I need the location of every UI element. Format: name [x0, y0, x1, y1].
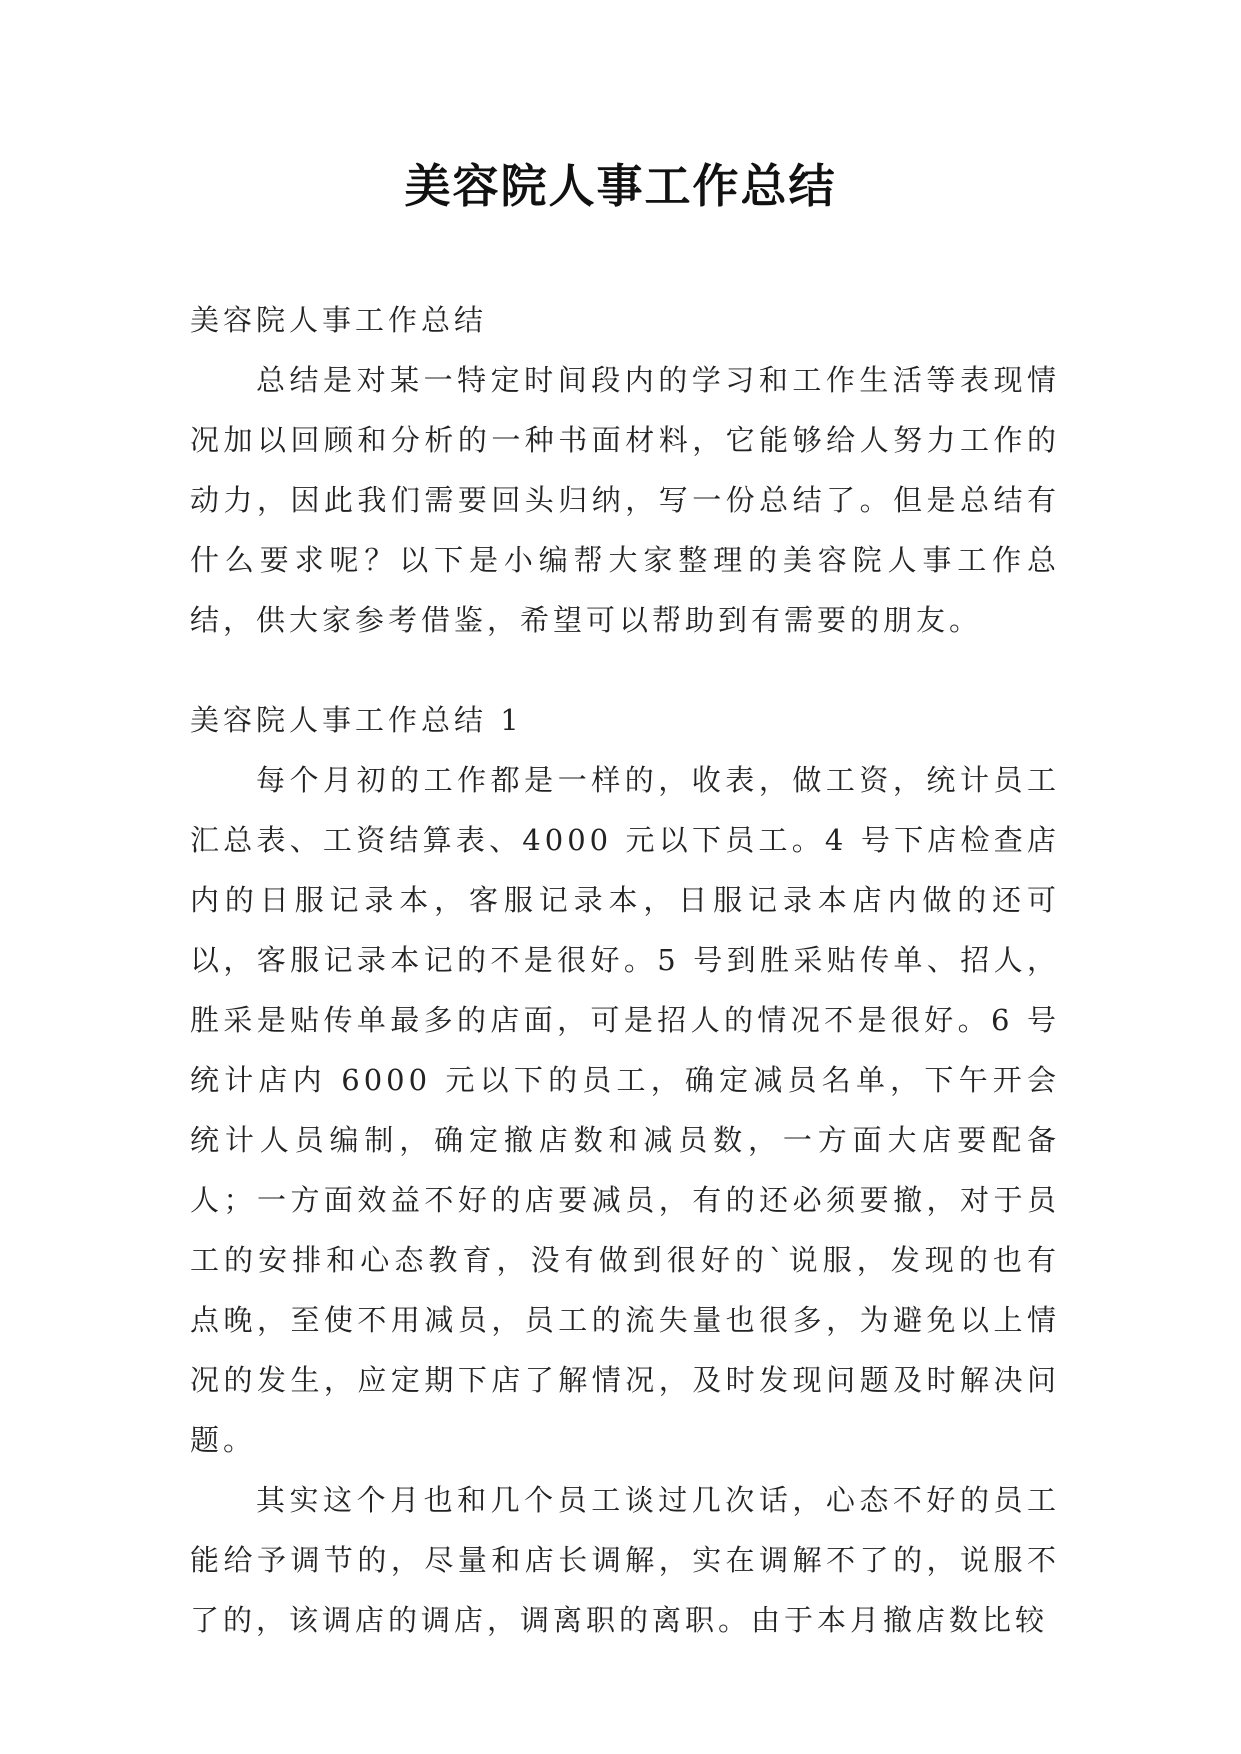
section1-paragraph-1: 每个月初的工作都是一样的，收表，做工资，统计员工汇总表、工资结算表、4000 元以下员工。4 号下店检查店内的日服记录本，客服记录本，日服记录本店内做的还可以，客服记录本记的不是很好。5 号到胜采贴传单、招人，胜采是贴传单最多的店面，可是招人的情况不是很好。6 号统计店内 6000 元以下的员工，确定减员名单，下午开会统计人员编制，确定撤店数和减员数，一方面大店要配备人；一方面效益不好的店要减员，有的还必须要撤，对于员工的安排和心态教育，没有做到很好的`说服，发现的也有点晚，至使不用减员，员工的流失量也很多，为避免以上情况的发生，应定期下店了解情况，及时发现问题及时解决问题。: [190, 763, 1060, 1457]
document-title: 美容院人事工作总结: [404, 159, 837, 213]
intro-paragraph: 总结是对某一特定时间段内的学习和工作生活等表现情况加以回顾和分析的一种书面材料，它能够给人努力工作的动力，因此我们需要回头归纳，写一份总结了。但是总结有什么要求呢？以下是小编帮大家整理的美容院人事工作总结，供大家参考借鉴，希望可以帮助到有需要的朋友。: [190, 363, 1060, 637]
document-body: [190, 290, 1060, 1650]
section-spacer: [190, 650, 1060, 690]
intro-heading: 美容院人事工作总结: [190, 303, 488, 337]
section1-paragraph-2: 其实这个月也和几个员工谈过几次话，心态不好的员工能给予调节的，尽量和店长调解，实在调解不了的，说服不了的，该调店的调店，调离职的离职。由于本月撤店数比较: [190, 1483, 1060, 1637]
section1-heading: 美容院人事工作总结 1: [190, 703, 523, 737]
